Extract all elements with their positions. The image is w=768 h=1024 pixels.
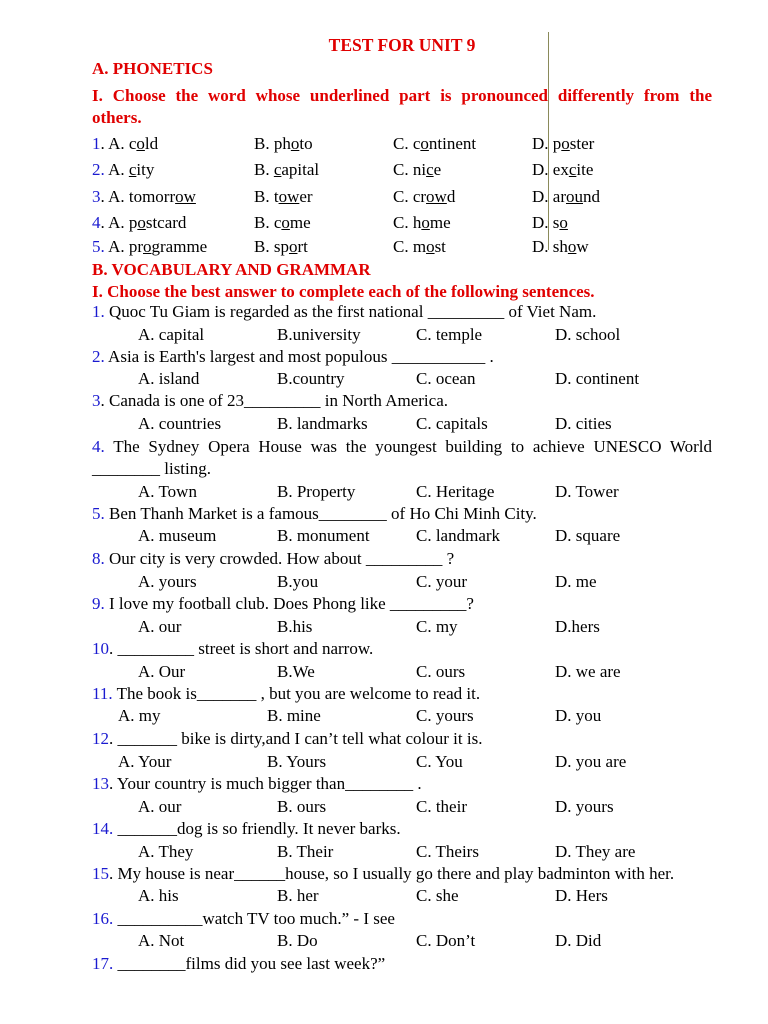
answer-option: A. my [118,706,161,725]
number-separator: . [100,213,105,232]
answer-option: B.We [277,662,315,681]
question-stem: . Canada is one of 23_________ in North America. [100,391,448,410]
option-text: ite [576,160,594,179]
answer-option: D. Tower [555,482,619,501]
option-text: e [433,160,442,179]
worksheet-title: TEST FOR UNIT 9 [328,35,476,55]
answer-option: D. cities [555,414,612,433]
answer-option: A. capital [138,325,205,344]
option [532,212,568,234]
question-stem: . Your country is much bigger than________ . [109,774,422,793]
number-separator: . [100,134,105,153]
option-text: B. sp [254,237,289,256]
option-text: C. c [393,134,421,153]
answer-option: B. Do [277,931,318,950]
question-stem: . _______ bike is dirty,and I can’t tell what colour it is. [109,729,483,748]
question-text [92,503,537,525]
option-text: C. cr [393,187,427,206]
answer-option: D.hers [555,617,600,636]
option-text: A. pr [108,237,144,256]
underlined-part: o [426,237,435,256]
option [92,133,158,155]
underlined-part: o [290,134,300,153]
question-number: 4. [92,437,105,456]
option-text: C. ni [393,160,427,179]
option-text: to [299,134,313,153]
question-text [92,863,674,885]
underlined-part: o [137,213,146,232]
answer-option: C. their [416,797,467,816]
underlined-part: o [281,213,290,232]
underlined-part: o [421,213,430,232]
answer-option: A. countries [138,414,222,433]
answer-option: C. yours [416,706,474,725]
underlined-part: ow [278,187,300,206]
answer-option: D. continent [555,369,640,388]
underlined-part: ow [426,187,447,206]
question-stem: Quoc Tu Giam is regarded as the first national _________ of Viet Nam. [104,302,597,321]
question-stem: Ben Thanh Market is a famous________ of Ho Chi Minh City. [104,504,537,523]
question-text [92,390,448,412]
option-text: A. c [108,134,137,153]
option [393,186,455,208]
option-text: A. tomorr [108,187,176,206]
option-text: A. [108,160,129,179]
question-number: 3 [92,187,101,206]
underlined-part: o [288,237,298,256]
question-text [92,301,596,323]
option [92,186,196,208]
option-text: me [429,213,451,232]
option-text: D. s [532,213,560,232]
option-text: er [299,187,313,206]
answer-option: A. They [138,842,194,861]
question-text [92,818,401,840]
answer-option: C. my [416,617,458,636]
question-text [92,728,482,750]
answer-option: D. yours [555,797,614,816]
question-stem: _______dog is so friendly. It never barks. [113,819,401,838]
question-text [92,548,454,570]
underlined-part: o [143,237,152,256]
option-text: me [289,213,311,232]
option [393,212,451,234]
answer-option: C. Don’t [416,931,476,950]
section-b-heading: B. VOCABULARY AND GRAMMAR [92,260,371,279]
section-a-instruction-line1: I. Choose the word whose underlined part is pronounced differently from the [92,86,712,105]
question-number: 5. [92,504,105,523]
underlined-part: o [567,237,577,256]
answer-option: B.you [277,572,319,591]
underlined-part: o [420,134,429,153]
answer-option: D. Did [555,931,602,950]
answer-option: A. our [138,617,182,636]
question-text [92,346,494,368]
option-text: st [434,237,446,256]
option-text: ster [569,134,595,153]
answer-option: A. our [138,797,182,816]
underlined-part: o [559,213,568,232]
question-number: 8. [92,549,105,568]
question-number: 10 [92,639,109,658]
answer-option: A. Town [138,482,197,501]
option-text: nd [582,187,600,206]
option-text: d [446,187,456,206]
question-number: 5. [92,237,105,256]
question-number: 1. [92,302,105,321]
answer-option: A. Not [138,931,185,950]
answer-option: B. monument [277,526,370,545]
question-stem: . _________ street is short and narrow. [109,639,374,658]
question-stem: __________watch TV too much.” - I see [113,909,395,928]
question-stem: The book is_______ , but you are welcome to read it. [112,684,481,703]
option [393,133,476,155]
question-stem: Our city is very crowded. How about _________ ? [104,549,455,568]
section-a-instruction-line2: others. [92,108,142,127]
answer-option: B. Yours [267,752,327,771]
option-text: rt [297,237,308,256]
question-number: 2. [92,160,105,179]
answer-option: C. your [416,572,467,591]
answer-option: A. his [138,886,179,905]
answer-option: A. yours [138,572,197,591]
question-text [92,638,373,660]
answer-option: D. you are [555,752,627,771]
answer-option: A. Your [118,752,172,771]
question-stem: ________films did you see last week?” [113,954,386,973]
answer-option: B. Their [277,842,334,861]
question-text [92,908,395,930]
answer-option: B. landmarks [277,414,368,433]
answer-option: D. They are [555,842,636,861]
answer-option: D. school [555,325,621,344]
option [254,133,313,155]
underlined-part: o [136,134,145,153]
option [92,236,207,258]
option-text: A. p [108,213,138,232]
option-text: C. h [393,213,422,232]
question-text [92,773,422,795]
underlined-part: ow [175,187,196,206]
underlined-part: c [273,160,282,179]
question-stem: . My house is near______house, so I usually go there and play badminton with her. [109,864,675,883]
option-text: B. ph [254,134,291,153]
question-number: 11. [92,684,113,703]
option [393,236,446,258]
answer-option: C. Theirs [416,842,479,861]
question-number: 12 [92,729,109,748]
section-b-instruction: I. Choose the best answer to complete each of the following sentences. [92,282,595,301]
answer-option: C. she [416,886,459,905]
option [92,212,186,234]
answer-option: D. me [555,572,597,591]
answer-option: C. ocean [416,369,476,388]
question-text [92,593,474,615]
question-text [92,953,385,975]
option [393,159,441,181]
section-a-heading: A. PHONETICS [92,59,213,78]
answer-option: D. we are [555,662,621,681]
option-text: D. ar [532,187,566,206]
answer-option: C. ours [416,662,466,681]
question-text [92,436,712,458]
underlined-part: c [568,160,577,179]
answer-option: B.his [277,617,313,636]
option-text: ity [136,160,155,179]
question-number: 16. [92,909,114,928]
option-text: apital [281,160,320,179]
option-text: ld [144,134,159,153]
question-stem: Asia is Earth's largest and most populous ___________ . [104,347,494,366]
answer-option: A. museum [138,526,217,545]
answer-option: C. You [416,752,463,771]
answer-option: B. Property [277,482,356,501]
question-stem: The Sydney Opera House was the youngest building to achieve UNESCO World [104,437,712,456]
answer-option: A. Our [138,662,186,681]
answer-option: B. ours [277,797,327,816]
question-number: 4 [92,213,101,232]
question-number: 3 [92,391,101,410]
option [254,186,313,208]
option-text: gramme [151,237,208,256]
question-number: 13 [92,774,109,793]
question-number: 9. [92,594,105,613]
underlined-part: o [561,134,570,153]
option-text: B. t [254,187,279,206]
question-stem: I love my football club. Does Phong like _________? [104,594,474,613]
answer-option: B. mine [267,706,321,725]
answer-option: B.university [277,325,361,344]
answer-option: C. Heritage [416,482,495,501]
option [92,159,154,181]
option-text: B. [254,160,274,179]
option [532,236,589,258]
answer-option: C. landmark [416,526,501,545]
answer-option: C. capitals [416,414,488,433]
underlined-part: ou [565,187,583,206]
question-text [92,683,480,705]
option [254,159,319,181]
question-number: 17. [92,954,114,973]
option [532,159,593,181]
answer-option: D. you [555,706,602,725]
option-text: w [576,237,589,256]
underlined-part: c [426,160,434,179]
option-text: stcard [145,213,187,232]
option [254,236,308,258]
option [254,212,311,234]
underlined-part: c [128,160,137,179]
option-text: D. sh [532,237,568,256]
question-number: 1 [92,134,101,153]
answer-option: B. her [277,886,319,905]
option-text: B. c [254,213,282,232]
option-text: ntinent [428,134,477,153]
answer-option: A. island [138,369,200,388]
question-text-continued: ________ listing. [92,459,212,478]
question-number: 2. [92,347,105,366]
question-number: 15 [92,864,109,883]
option [532,133,594,155]
answer-option: C. temple [416,325,483,344]
answer-option: D. square [555,526,621,545]
answer-option: B.country [277,369,345,388]
option-text: D. ex [532,160,569,179]
option [532,186,600,208]
option-text: C. m [393,237,427,256]
question-number: 14. [92,819,114,838]
number-separator: . [100,187,105,206]
option-text: D. p [532,134,562,153]
answer-option: D. Hers [555,886,608,905]
